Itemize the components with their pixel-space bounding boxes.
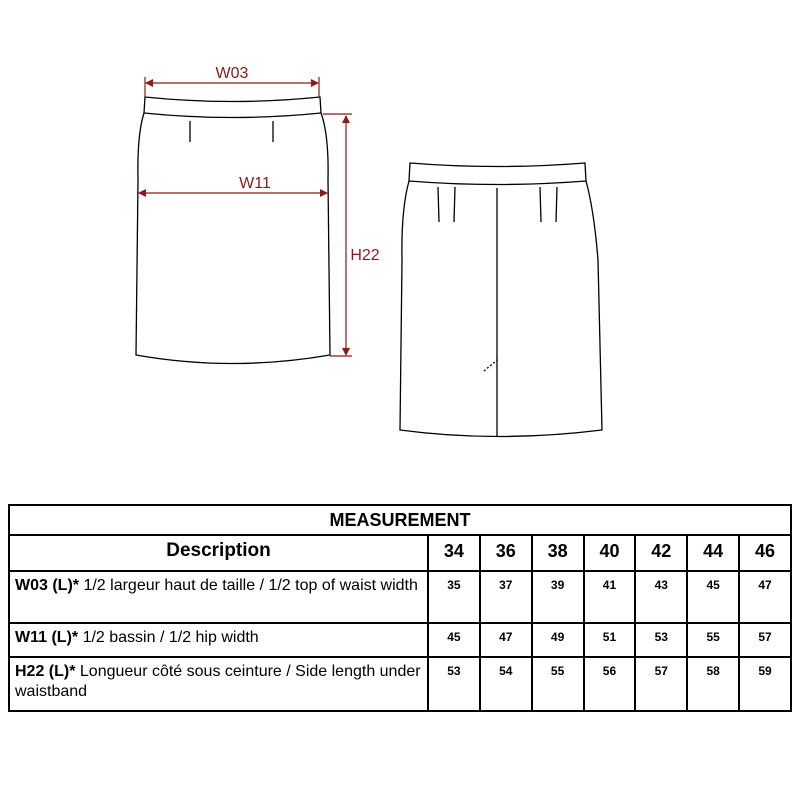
measurement-value: 55: [532, 657, 584, 711]
measurement-value: 53: [635, 623, 687, 657]
measurement-value: 45: [428, 623, 480, 657]
row-description: [9, 571, 428, 623]
back-dart-right-b: [556, 187, 557, 222]
row-text: Longueur côté sous ceinture / Side length under waistband: [15, 663, 421, 700]
measurement-value: 57: [635, 657, 687, 711]
size-header: 46: [739, 535, 791, 571]
back-skirt-body: [400, 181, 602, 437]
size-header: 34: [428, 535, 480, 571]
back-dart-right-a: [540, 187, 541, 222]
front-waistband: [144, 97, 321, 118]
row-code: W11 (L)*: [15, 629, 79, 646]
measurement-value: 53: [428, 657, 480, 711]
back-waistband: [409, 163, 586, 185]
measurement-value: 57: [739, 623, 791, 657]
size-header: 40: [584, 535, 636, 571]
measurement-value: 45: [687, 571, 739, 623]
measurement-value: 58: [687, 657, 739, 711]
table-row: [9, 657, 791, 711]
hip-width-label: W11: [239, 175, 271, 192]
row-text: 1/2 bassin / 1/2 hip width: [78, 629, 259, 646]
back-vent-line: [484, 360, 497, 371]
row-code: H22 (L)*: [15, 663, 76, 680]
measurement-value: 59: [739, 657, 791, 711]
row-text: 1/2 largeur haut de taille / 1/2 top of waist width: [79, 577, 418, 594]
back-dart-left-a: [438, 187, 439, 222]
measurement-value: 47: [480, 623, 532, 657]
size-header: 38: [532, 535, 584, 571]
measurement-value: 47: [739, 571, 791, 623]
description-header: Description: [9, 535, 428, 571]
table-row: [9, 571, 791, 623]
front-dimensions: [139, 77, 352, 356]
measurement-value: 41: [584, 571, 636, 623]
front-skirt-body: [136, 113, 330, 364]
skirt-back-view: [400, 163, 602, 437]
measurement-value: 56: [584, 657, 636, 711]
size-header: 36: [480, 535, 532, 571]
length-label: H22: [350, 247, 380, 264]
measurement-value: 49: [532, 623, 584, 657]
size-header: 44: [687, 535, 739, 571]
row-description: [9, 657, 428, 711]
back-dart-left-b: [454, 187, 455, 222]
table-row: [9, 623, 791, 657]
row-code: W03 (L)*: [15, 577, 79, 594]
skirt-front-view: [136, 97, 330, 364]
waist-width-label: W03: [215, 65, 249, 82]
measurement-value: 54: [480, 657, 532, 711]
row-description: [9, 623, 428, 657]
measurement-value: 37: [480, 571, 532, 623]
measurement-value: 39: [532, 571, 584, 623]
measurement-value: 51: [584, 623, 636, 657]
measurement-value: 43: [635, 571, 687, 623]
size-header: 42: [635, 535, 687, 571]
table-title: MEASUREMENT: [9, 505, 791, 535]
measurement-table: [8, 504, 792, 712]
measurement-value: 55: [687, 623, 739, 657]
measurement-value: 35: [428, 571, 480, 623]
